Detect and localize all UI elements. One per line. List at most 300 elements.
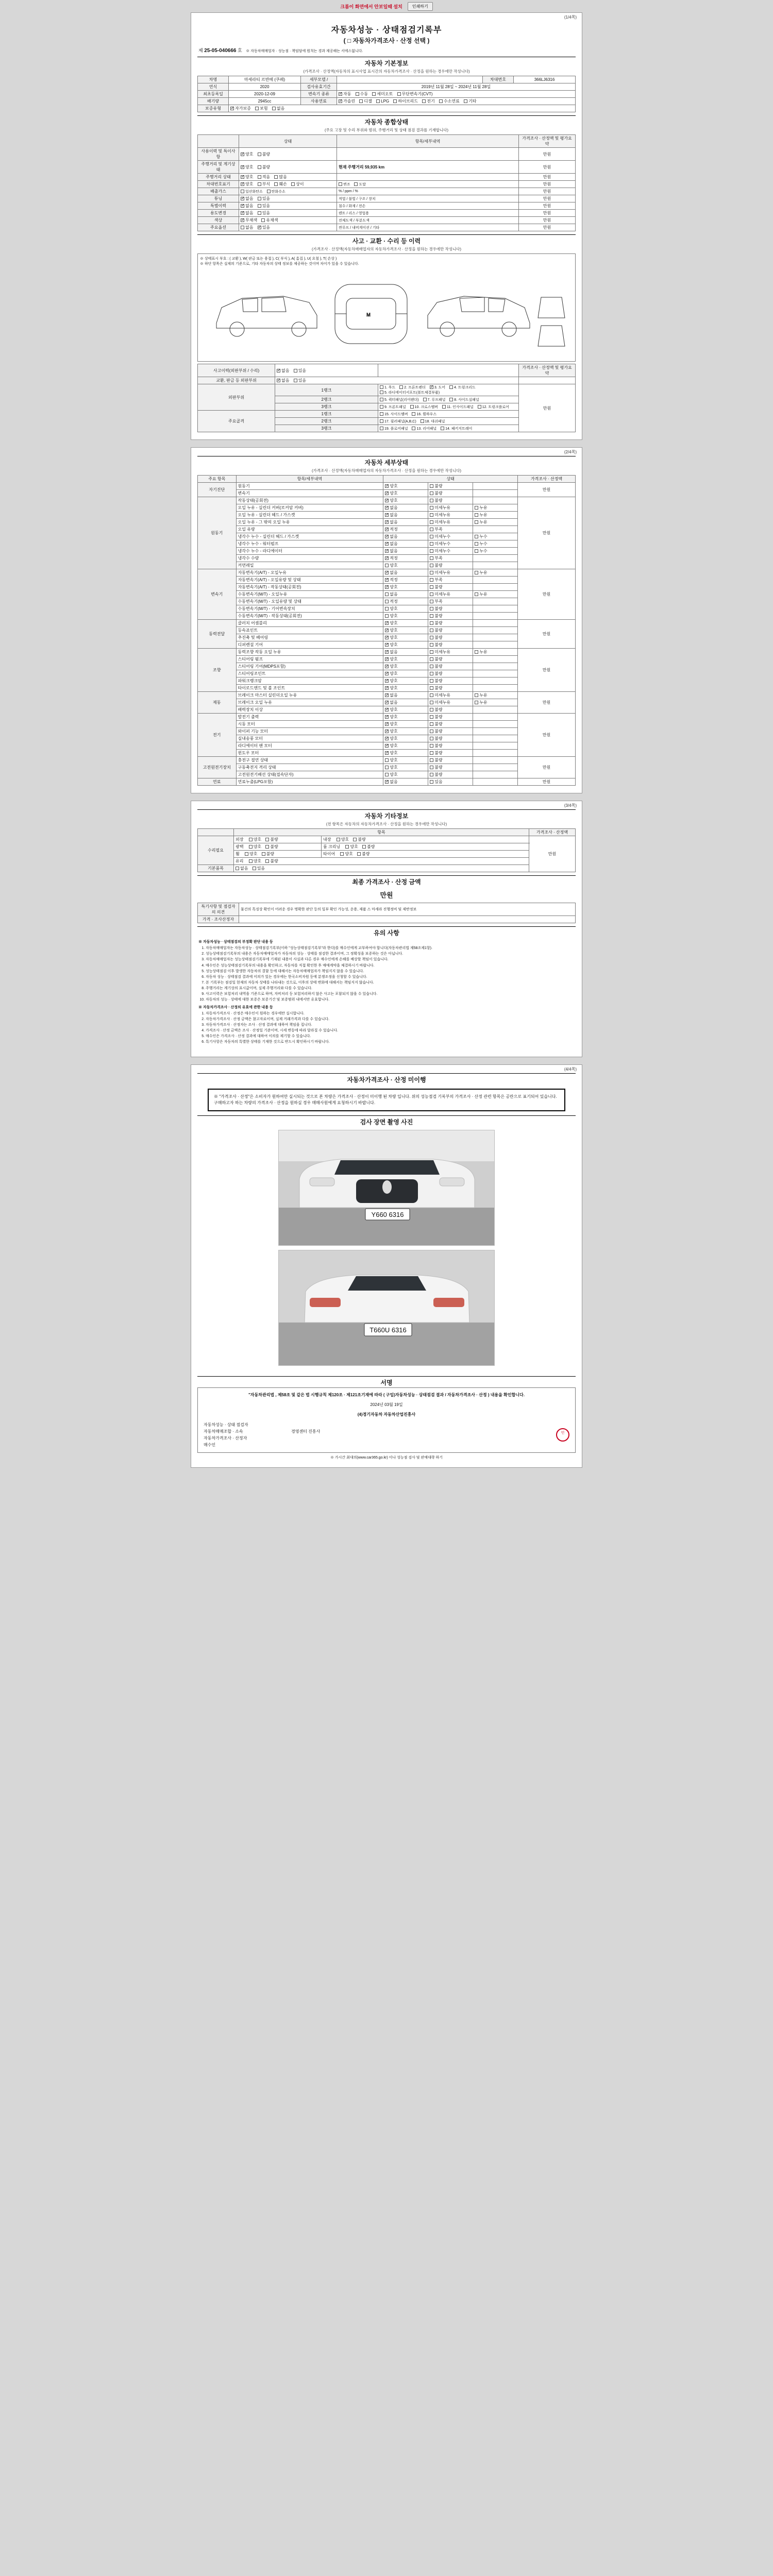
checkbox-tuning-yes[interactable] [258, 197, 261, 200]
checkbox-good[interactable] [385, 629, 389, 632]
checkbox-bad[interactable] [430, 614, 433, 618]
state-good[interactable]: ✓ 양호 [383, 656, 428, 663]
checkbox-panel-none[interactable] [277, 379, 280, 382]
checkbox-hood[interactable] [380, 385, 383, 389]
checkbox-minor-leak[interactable] [430, 506, 433, 510]
checkbox-insufficient[interactable] [430, 578, 433, 582]
checkbox-bad[interactable] [430, 737, 433, 740]
checkbox-bad[interactable] [430, 665, 433, 668]
state-good[interactable]: ✓ 양호 [383, 670, 428, 677]
state-bad[interactable]: 불량 [428, 670, 473, 677]
checkbox-no-warranty[interactable] [272, 107, 276, 110]
checkbox-yes[interactable] [253, 867, 256, 870]
state-bad[interactable]: 불량 [428, 656, 473, 663]
checkbox-option-none[interactable] [241, 226, 244, 229]
checkbox-package-tray[interactable] [441, 427, 444, 430]
state-bad[interactable]: 불량 [428, 714, 473, 721]
rank-items-3[interactable]: 9. 프론트패널 10. 크로스멤버 11. 인사이드패널 12. 트렁크플로어 [378, 403, 519, 411]
checkbox-minor-leak[interactable] [430, 571, 433, 574]
checkbox-none[interactable] [385, 650, 389, 654]
checkbox-bad[interactable] [362, 845, 366, 849]
state-good[interactable]: ✓ 양호 [383, 620, 428, 627]
state-none[interactable]: ✓ 없음 [383, 512, 428, 519]
checkbox-tuning-none[interactable] [241, 197, 244, 200]
checkbox-insurance-warranty[interactable] [255, 107, 259, 110]
checkbox-yes[interactable] [430, 780, 433, 784]
state-ok[interactable]: ✓ 적정 [383, 526, 428, 533]
row-states[interactable]: 일산화탄소 탄화수소 [239, 188, 337, 195]
checkbox-good[interactable] [385, 715, 389, 719]
checkbox-good[interactable] [385, 737, 389, 740]
checkbox-good[interactable] [249, 859, 253, 863]
state-bad[interactable]: 불량 [428, 750, 473, 757]
state-bad[interactable]: 불량 [428, 584, 473, 591]
checkbox-bad[interactable] [430, 643, 433, 647]
checkbox-semiauto[interactable] [372, 92, 376, 96]
rank-items-2[interactable]: 5. 퀵터패널(리어펜더) 7. 루프패널 8. 사이드실패널 [378, 396, 519, 403]
checkbox-good[interactable] [385, 679, 389, 683]
state-good[interactable]: ✓ 양호 [383, 490, 428, 497]
state-bad[interactable]: 불량 [428, 757, 473, 764]
checkbox-inside-panel[interactable] [442, 405, 446, 409]
checkbox-vin-corrosion[interactable] [258, 182, 261, 186]
checkbox-leak[interactable] [475, 592, 478, 596]
state-leak[interactable]: 누유 [473, 692, 518, 699]
item-room-cleaning[interactable]: 룸 크리닝 양호 불량 [322, 843, 529, 851]
checkbox-front-panel[interactable] [380, 405, 383, 409]
transmission-options[interactable]: ✓ 자동 수동 세미오토 무단변속기(CVT) [337, 91, 576, 98]
checkbox-bad[interactable] [430, 766, 433, 769]
state-good[interactable]: 양호 [383, 764, 428, 771]
rank-items-6[interactable]: 19. 플로어패널 13. 리어패널 14. 패키지트레이 [378, 425, 519, 432]
state-bad[interactable]: 불량 [428, 620, 473, 627]
checkbox-bad[interactable] [265, 838, 269, 841]
state-good[interactable]: 양호 [383, 562, 428, 569]
state-minor-leak[interactable]: 미세누수 [428, 540, 473, 548]
checkbox-bad[interactable] [430, 657, 433, 661]
state-none[interactable]: ✓ 없음 [383, 504, 428, 512]
checkbox-bad[interactable] [357, 852, 361, 856]
state-good[interactable]: ✓ 양호 [383, 742, 428, 750]
state-none[interactable]: ✓ 없음 [383, 778, 428, 786]
checkbox-none[interactable] [385, 571, 389, 574]
state-good[interactable]: ✓ 양호 [383, 735, 428, 742]
checkbox-none[interactable] [385, 542, 389, 546]
state-leak[interactable]: 누유 [473, 512, 518, 519]
checkbox-trunk-floor[interactable] [478, 405, 481, 409]
panel-options[interactable]: ✓ 없음 있음 [275, 377, 519, 384]
state-bad[interactable]: 불량 [428, 685, 473, 692]
checkbox-adequate[interactable] [385, 528, 389, 531]
checkbox-good[interactable] [245, 852, 248, 856]
state-bad[interactable]: 불량 [428, 721, 473, 728]
checkbox-bad[interactable] [258, 152, 261, 156]
state-good[interactable]: 양호 [383, 613, 428, 620]
checkbox-none[interactable] [385, 520, 389, 524]
state-good[interactable]: ✓ 양호 [383, 641, 428, 649]
state-good[interactable]: ✓ 양호 [383, 627, 428, 634]
row-states[interactable]: ✓ 없음 있음 [239, 202, 337, 210]
state-bad[interactable]: 불량 [428, 706, 473, 714]
checkbox-lpg[interactable] [376, 99, 380, 103]
row-states[interactable]: ✓ 없음 있음 [239, 210, 337, 217]
checkbox-cvt[interactable] [397, 92, 401, 96]
checkbox-bad[interactable] [430, 730, 433, 733]
checkbox-color-chromatic[interactable] [261, 218, 265, 222]
state-leak[interactable]: 누유 [473, 591, 518, 598]
checkbox-leak[interactable] [475, 701, 478, 704]
state-good[interactable]: ✓ 양호 [383, 750, 428, 757]
rank-items-5[interactable]: 17. 필러패널(A,B,C) 18. 대쉬패널 [378, 418, 519, 425]
checkbox-adequate[interactable] [385, 578, 389, 582]
row-states[interactable]: ✓ 양호 부식 훼손 상이 [239, 181, 337, 188]
state-good[interactable]: ✓ 양호 [383, 685, 428, 692]
state-bad[interactable]: 불량 [428, 627, 473, 634]
checkbox-front-fender[interactable] [399, 385, 403, 389]
checkbox-leak[interactable] [475, 693, 478, 697]
state-none[interactable]: ✓ 없음 [383, 540, 428, 548]
state-bad[interactable]: 불량 [428, 641, 473, 649]
state-bad[interactable]: 불량 [428, 497, 473, 504]
state-good[interactable]: ✓ 양호 [383, 721, 428, 728]
state-leak[interactable]: 누수 [473, 533, 518, 540]
checkbox-special-none[interactable] [241, 204, 244, 208]
state-bad[interactable]: 불량 [428, 764, 473, 771]
state-leak[interactable]: 누수 [473, 548, 518, 555]
checkbox-leak[interactable] [475, 506, 478, 510]
checkbox-minor-leak[interactable] [430, 701, 433, 704]
checkbox-good[interactable] [385, 585, 389, 589]
item-exterior[interactable]: 외장 양호 불량 [234, 836, 322, 843]
checkbox-cross-member[interactable] [410, 405, 414, 409]
state-low[interactable]: 부족 [428, 555, 473, 562]
state-good[interactable]: ✓ 양호 [383, 728, 428, 735]
checkbox-vin-erased[interactable] [354, 182, 358, 186]
checkbox-good[interactable] [385, 744, 389, 748]
checkbox-bad[interactable] [430, 672, 433, 675]
checkbox-usage-none[interactable] [241, 211, 244, 215]
state-bad[interactable]: 불량 [428, 735, 473, 742]
checkbox-leak[interactable] [475, 520, 478, 524]
checkbox-bad[interactable] [430, 751, 433, 755]
row-states[interactable]: ✓ 양호 적음 많음 [239, 174, 337, 181]
checkbox-none[interactable] [385, 535, 389, 538]
state-bad[interactable]: 불량 [428, 663, 473, 670]
state-leak[interactable]: 누유 [473, 649, 518, 656]
checkbox-leak[interactable] [475, 542, 478, 546]
state-good[interactable]: ✓ 양호 [383, 634, 428, 641]
checkbox-diesel[interactable] [359, 99, 363, 103]
checkbox-leak[interactable] [475, 513, 478, 517]
checkbox-door[interactable] [430, 385, 433, 389]
checkbox-vin-altered[interactable] [339, 182, 342, 186]
checkbox-bad[interactable] [353, 838, 357, 841]
checkbox-bad[interactable] [430, 686, 433, 690]
accident-legend-options[interactable]: ✓ 없음 있음 [275, 364, 378, 377]
checkbox-minor-leak[interactable] [430, 650, 433, 654]
checkbox-good[interactable] [385, 686, 389, 690]
state-minor-leak[interactable]: 미세누유 [428, 512, 473, 519]
state-good[interactable]: 양호 [383, 771, 428, 778]
row-states[interactable]: 없음 ✓ 있음 [239, 224, 337, 231]
checkbox-hybrid[interactable] [393, 99, 397, 103]
state-none[interactable]: ✓ 없음 [383, 649, 428, 656]
checkbox-leak[interactable] [475, 571, 478, 574]
checkbox-minor-leak[interactable] [430, 513, 433, 517]
state-bad[interactable]: 불량 [428, 771, 473, 778]
checkbox-bad[interactable] [430, 585, 433, 589]
state-low[interactable]: 부족 [428, 526, 473, 533]
state-none[interactable]: ✓ 없음 [383, 519, 428, 526]
checkbox-good[interactable] [385, 499, 389, 502]
checkbox-none[interactable] [385, 701, 389, 704]
item-wheel[interactable]: 휠 양호 불량 [234, 851, 322, 858]
checkbox-co[interactable] [241, 190, 244, 193]
checkbox-bad[interactable] [430, 629, 433, 632]
checkbox-electric[interactable] [422, 99, 426, 103]
item-glass[interactable]: 유리 양호 불량 [234, 858, 529, 865]
checkbox-high[interactable] [274, 175, 278, 179]
state-leak[interactable]: 누수 [473, 540, 518, 548]
state-minor-leak[interactable]: 미세누유 [428, 692, 473, 699]
checkbox-good[interactable] [385, 621, 389, 625]
checkbox-special-yes[interactable] [258, 204, 261, 208]
checkbox-bad[interactable] [430, 773, 433, 776]
checkbox-vin-damage[interactable] [274, 182, 278, 186]
checkbox-hydrogen[interactable] [439, 99, 443, 103]
checkbox-good[interactable] [385, 484, 389, 488]
checkbox-leak[interactable] [475, 650, 478, 654]
state-none[interactable]: ✓ 없음 [383, 699, 428, 706]
checkbox-quarter-panel[interactable] [380, 398, 383, 401]
checkbox-good[interactable] [385, 730, 389, 733]
checkbox-good[interactable] [241, 152, 244, 156]
checkbox-none[interactable] [385, 506, 389, 510]
row-states[interactable]: ✓ 없음 있음 [239, 195, 337, 202]
state-minor-leak[interactable]: 미세누유 [428, 649, 473, 656]
checkbox-good[interactable] [385, 665, 389, 668]
checkbox-self-warranty[interactable] [230, 107, 234, 110]
checkbox-hc[interactable] [267, 190, 271, 193]
checkbox-bad[interactable] [265, 859, 269, 863]
checkbox-good[interactable] [241, 175, 244, 179]
checkbox-good[interactable] [345, 845, 349, 849]
checkbox-bad[interactable] [430, 621, 433, 625]
checkbox-gasoline[interactable] [339, 99, 342, 103]
checkbox-bad[interactable] [430, 499, 433, 502]
state-minor-leak[interactable]: 미세누유 [428, 699, 473, 706]
checkbox-minor-leak[interactable] [430, 535, 433, 538]
state-good[interactable]: ✓ 양호 [383, 584, 428, 591]
state-bad[interactable]: 불량 [428, 605, 473, 613]
state-bad[interactable]: 불량 [428, 490, 473, 497]
checkbox-bad[interactable] [430, 607, 433, 611]
state-minor-leak[interactable]: 미세누유 [428, 504, 473, 512]
state-bad[interactable]: 불량 [428, 613, 473, 620]
checkbox-insufficient[interactable] [430, 556, 433, 560]
checkbox-none[interactable] [385, 549, 389, 553]
row-states[interactable]: ✓양호 불량 [239, 161, 337, 174]
checkbox-option-yes[interactable] [258, 226, 261, 229]
checkbox-bad[interactable] [258, 165, 261, 169]
state-minor-leak[interactable]: 미세누수 [428, 533, 473, 540]
state-minor-leak[interactable]: 미세누유 [428, 519, 473, 526]
checkbox-minor-leak[interactable] [430, 549, 433, 553]
checkbox-leak[interactable] [475, 549, 478, 553]
checkbox-minor-leak[interactable] [430, 542, 433, 546]
checkbox-bad[interactable] [430, 715, 433, 719]
item-polish[interactable]: 광택 양호 불량 [234, 843, 322, 851]
state-none[interactable]: 없음 [383, 591, 428, 598]
state-bad[interactable]: 불량 [428, 677, 473, 685]
checkbox-good[interactable] [249, 838, 253, 841]
state-none[interactable]: ✓ 없음 [383, 692, 428, 699]
state-ok[interactable]: ✓ 적정 [383, 555, 428, 562]
checkbox-good[interactable] [385, 492, 389, 495]
checkbox-vin-good[interactable] [241, 182, 244, 186]
checkbox-minor-leak[interactable] [430, 520, 433, 524]
checkbox-good[interactable] [385, 708, 389, 711]
state-good[interactable]: ✓ 양호 [383, 677, 428, 685]
checkbox-side-member[interactable] [380, 412, 383, 416]
state-bad[interactable]: 불량 [428, 634, 473, 641]
checkbox-bad[interactable] [430, 758, 433, 762]
state-good[interactable]: ✓ 양호 [383, 483, 428, 490]
checkbox-wheel-house[interactable] [412, 412, 415, 416]
state-none[interactable]: ✓ 없음 [383, 569, 428, 577]
checkbox-good[interactable] [241, 165, 244, 169]
warranty-options[interactable]: ✓ 자가보증 보험 없음 [229, 105, 576, 112]
item-tire[interactable]: 타이어 양호 불량 [322, 851, 529, 858]
state-none[interactable]: ✓ 없음 [383, 548, 428, 555]
rank-items-4[interactable]: 15. 사이드멤버 16. 휠하우스 [378, 411, 519, 418]
checkbox-vin-diff[interactable] [291, 182, 295, 186]
checkbox-accident-none[interactable] [277, 369, 280, 372]
checkbox-bad[interactable] [430, 636, 433, 639]
rank-items-1[interactable]: 1. 후드 2. 프론트펜더 ✓ 3. 도어 4. 트렁크리드 5. 라디에이터서포트(볼트체결부품) [378, 384, 519, 396]
state-ok[interactable]: 적정 [383, 598, 428, 605]
checkbox-good[interactable] [385, 636, 389, 639]
checkbox-good[interactable] [385, 607, 389, 611]
checkbox-good[interactable] [385, 643, 389, 647]
checkbox-roof-panel[interactable] [423, 398, 427, 401]
section-overall-title: 자동차 종합상태 [197, 115, 576, 127]
checkbox-rear-panel[interactable] [412, 427, 415, 430]
checkbox-none[interactable] [385, 513, 389, 517]
checkbox-radiator-support[interactable] [380, 391, 383, 394]
state-good[interactable]: 양호 [383, 757, 428, 764]
checkbox-manual[interactable] [356, 92, 359, 96]
state-good[interactable]: ✓ 양호 [383, 706, 428, 714]
checkbox-floor-panel[interactable] [380, 427, 383, 430]
checkbox-good[interactable] [385, 773, 389, 776]
checkbox-bad[interactable] [430, 722, 433, 726]
state-leak[interactable]: 누유 [473, 504, 518, 512]
state-ok[interactable]: ✓ 적정 [383, 577, 428, 584]
checkbox-minor-leak[interactable] [430, 592, 433, 596]
checkbox-pillar-panel[interactable] [380, 419, 383, 423]
state-bad[interactable]: 불량 [428, 728, 473, 735]
row-states[interactable]: ✓양호 불량 [239, 148, 337, 161]
checkbox-good[interactable] [340, 852, 344, 856]
checkbox-good[interactable] [385, 722, 389, 726]
state-minor-leak[interactable]: 미세누수 [428, 548, 473, 555]
state-low[interactable]: 부족 [428, 598, 473, 605]
checkbox-bad[interactable] [430, 679, 433, 683]
checkbox-adequate[interactable] [385, 600, 389, 603]
checkbox-bad[interactable] [430, 708, 433, 711]
checkbox-fuel-other[interactable] [464, 99, 467, 103]
state-bad[interactable]: 불량 [428, 742, 473, 750]
checkbox-side-sill[interactable] [449, 398, 453, 401]
state-yes[interactable]: 있음 [428, 778, 473, 786]
checkbox-dash-panel[interactable] [421, 419, 424, 423]
row-states[interactable]: ✓ 무채색 유채색 [239, 217, 337, 224]
checkbox-good[interactable] [385, 751, 389, 755]
checkbox-adequate[interactable] [385, 556, 389, 560]
basic-items-states[interactable]: 없음 있음 [234, 865, 529, 872]
checkbox-none[interactable] [385, 592, 389, 596]
checkbox-bad[interactable] [430, 492, 433, 495]
state-leak[interactable]: 누유 [473, 569, 518, 577]
checkbox-good[interactable] [249, 845, 253, 849]
checkbox-usage-yes[interactable] [258, 211, 261, 215]
checkbox-color-achromatic[interactable] [241, 218, 244, 222]
checkbox-bad[interactable] [430, 744, 433, 748]
checkbox-leak[interactable] [475, 535, 478, 538]
checkbox-good[interactable] [385, 758, 389, 762]
checkbox-bad[interactable] [430, 484, 433, 488]
state-bad[interactable]: 불량 [428, 483, 473, 490]
checkbox-none[interactable] [385, 780, 389, 784]
checkbox-good[interactable] [337, 838, 340, 841]
print-toolbar[interactable] [191, 0, 582, 12]
checkbox-trunk-lid[interactable] [449, 385, 453, 389]
state-leak[interactable]: 누유 [473, 519, 518, 526]
state-low[interactable]: 부족 [428, 577, 473, 584]
state-bad[interactable]: 불량 [428, 562, 473, 569]
checkbox-none[interactable] [385, 693, 389, 697]
checkbox-bad[interactable] [430, 564, 433, 567]
item-interior[interactable]: 내장 양호 불량 [322, 836, 529, 843]
state-good[interactable]: ✓ 양호 [383, 714, 428, 721]
checkbox-insufficient[interactable] [430, 600, 433, 603]
state-good[interactable]: ✓ 양호 [383, 497, 428, 504]
checkbox-panel-yes[interactable] [294, 379, 297, 382]
state-good[interactable]: ✓ 양호 [383, 663, 428, 670]
state-good[interactable]: 양호 [383, 605, 428, 613]
state-minor-leak[interactable]: 미세누유 [428, 569, 473, 577]
checkbox-good[interactable] [385, 766, 389, 769]
checkbox-bad[interactable] [265, 845, 269, 849]
checkbox-minor-leak[interactable] [430, 693, 433, 697]
checkbox-accident-yes[interactable] [294, 369, 297, 372]
checkbox-good[interactable] [385, 614, 389, 618]
print-button[interactable]: 인쇄하기 [408, 2, 433, 11]
checkbox-bad[interactable] [262, 852, 265, 856]
checkbox-none[interactable] [236, 867, 239, 870]
checkbox-good[interactable] [385, 672, 389, 675]
checkbox-good[interactable] [385, 564, 389, 567]
state-leak[interactable]: 누유 [473, 699, 518, 706]
checkbox-insufficient[interactable] [430, 528, 433, 531]
state-minor-leak[interactable]: 미세누유 [428, 591, 473, 598]
fuel-options[interactable]: ✓ 가솔린 디젤 LPG 하이브리드 전기 수소연료 기타 [337, 98, 576, 105]
checkbox-auto[interactable] [339, 92, 342, 96]
checkbox-good[interactable] [385, 657, 389, 661]
checkbox-low[interactable] [258, 175, 261, 179]
state-none[interactable]: ✓ 없음 [383, 533, 428, 540]
